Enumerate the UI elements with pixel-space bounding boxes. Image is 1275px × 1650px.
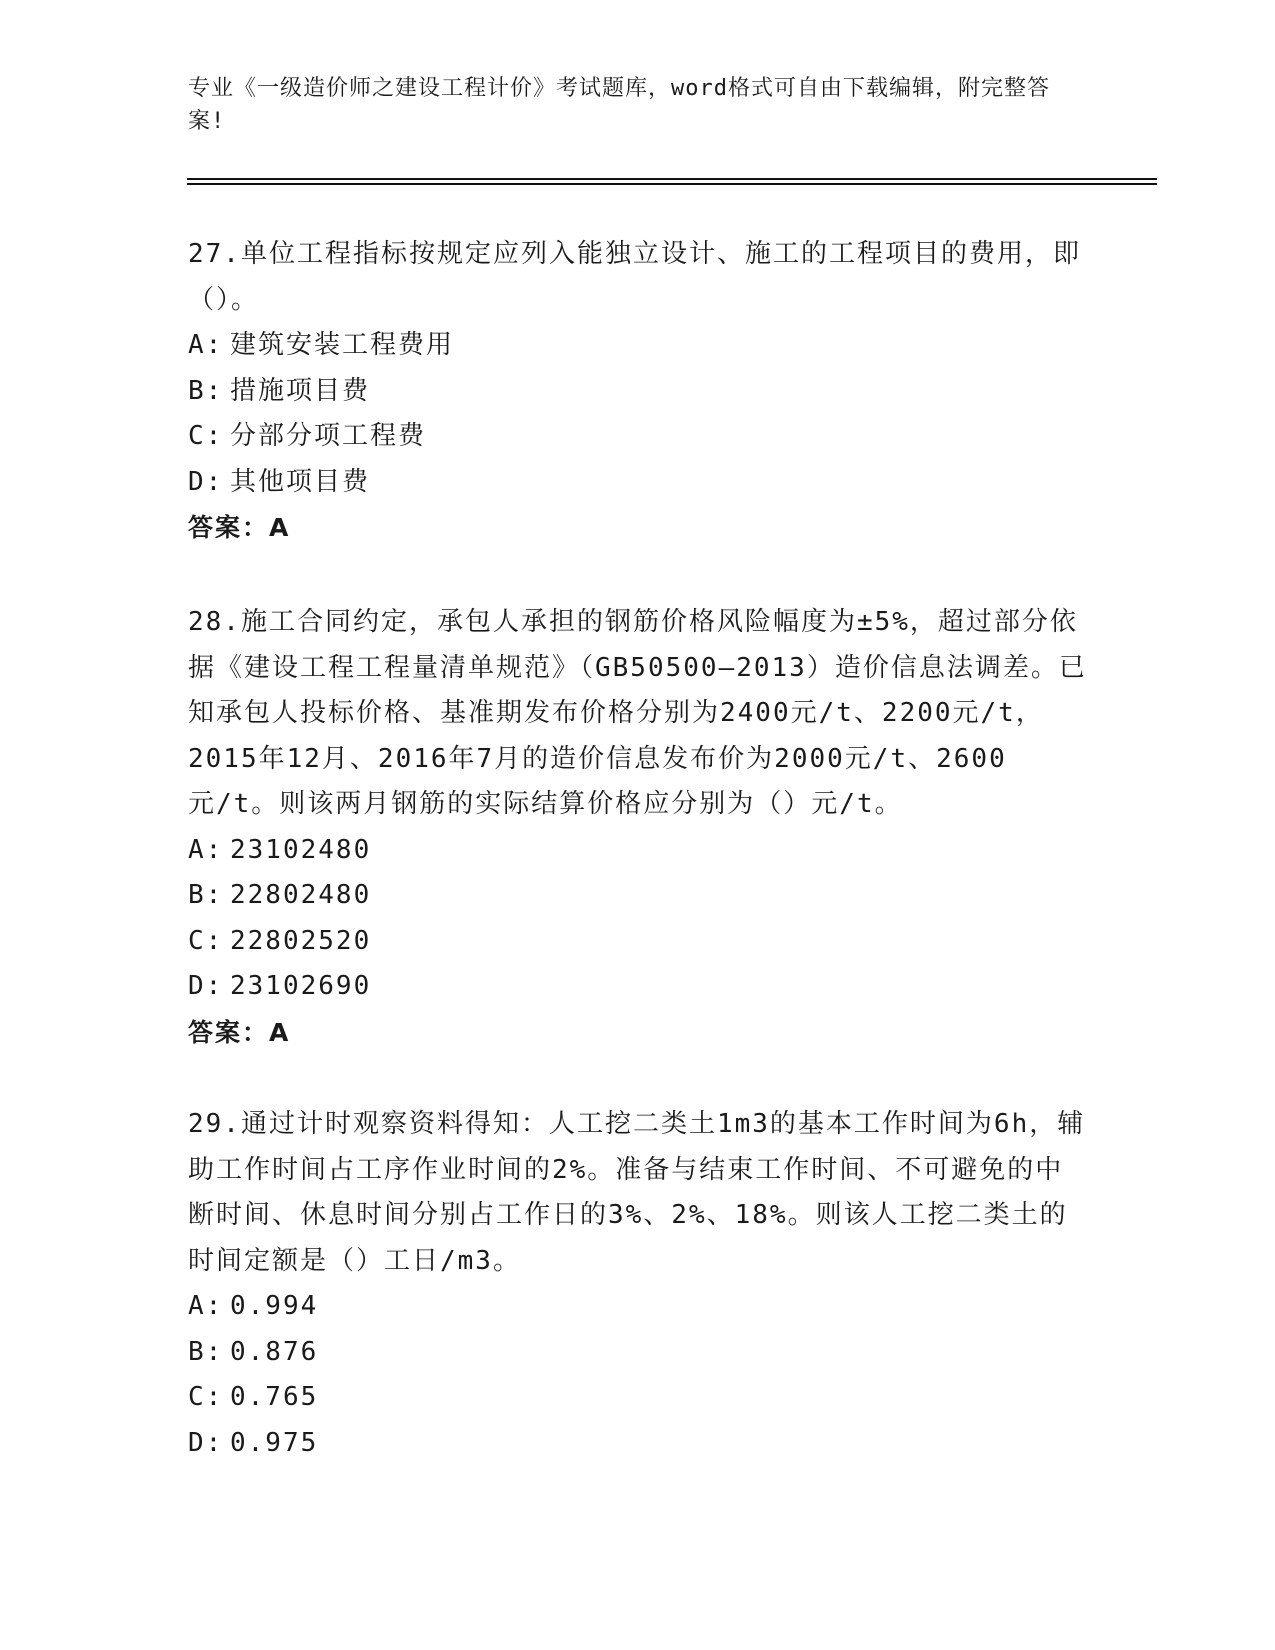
option-key: A: — [188, 834, 224, 865]
question-text: 单位工程指标按规定应列入能独立设计、施工的工程项目的费用，即（）。 — [188, 239, 1081, 315]
option-key: A: — [188, 1291, 224, 1321]
option-text: 0.994 — [230, 1291, 319, 1321]
option-text: 23102480 — [230, 834, 372, 865]
option-key: A: — [188, 330, 224, 360]
option-a — [188, 1284, 1088, 1330]
option-c — [188, 919, 1088, 965]
question-text: 通过计时观察资料得知：人工挖二类土1m3的基本工作时间为6h，辅助工作时间占工序作业时间的2%。准备与结束工作时间、不可避免的中断时间、休息时间分别占工作日的3%、2%、18%。则该人工挖二类土的时间定额是（）工日/m3。 — [188, 1109, 1086, 1276]
option-d — [188, 1421, 1088, 1467]
option-key: D: — [188, 1427, 224, 1458]
option-a — [188, 323, 1088, 369]
option-text: 其他项目费 — [230, 466, 371, 497]
document-header — [188, 72, 1068, 138]
option-key: C: — [188, 1382, 224, 1412]
option-d — [188, 460, 1088, 506]
option-text: 0.765 — [230, 1382, 319, 1412]
option-key: B: — [188, 375, 224, 406]
answer-line: 答案：A — [188, 513, 291, 542]
option-key: B: — [188, 880, 224, 910]
option-a — [188, 828, 1088, 874]
option-text: 0.876 — [230, 1336, 319, 1367]
option-key: D: — [188, 466, 224, 497]
question-text: 施工合同约定，承包人承担的钢筋价格风险幅度为±5%，超过部分依据《建设工程工程量清单规范》（GB50500—2013）造价信息法调差。已知承包人投标价格、基准期发布价格分别为2400元/t、2200元/t，2015年12月、2016年7月的造价信息发布价为2000元/t、2600元/t。则该两月钢筋的实际结算价格应分别为（）元/t。 — [188, 607, 1087, 819]
question-number: 29. — [188, 1109, 241, 1139]
option-c — [188, 414, 1088, 460]
question-number: 28. — [188, 607, 241, 637]
header-text: 专业《一级造价师之建设工程计价》考试题库，word格式可自由下载编辑，附完整答案! — [188, 76, 1050, 134]
option-key: B: — [188, 1336, 224, 1367]
question-27 — [188, 232, 1088, 551]
header-divider-top — [187, 178, 1157, 180]
question-29 — [188, 1102, 1088, 1466]
question-number: 27. — [188, 239, 241, 269]
option-text: 0.975 — [230, 1427, 319, 1458]
question-stem — [188, 1102, 1088, 1284]
question-stem — [188, 232, 1088, 323]
question-28 — [188, 600, 1088, 1055]
question-stem — [188, 600, 1088, 828]
option-text: 分部分项工程费 — [230, 421, 427, 451]
option-text: 22802520 — [230, 925, 372, 956]
header-divider-bottom — [187, 183, 1157, 185]
option-b — [188, 369, 1088, 415]
option-text: 23102690 — [230, 971, 372, 1001]
option-key: D: — [188, 971, 224, 1001]
answer-line: 答案：A — [188, 1017, 291, 1047]
option-d — [188, 964, 1088, 1010]
option-c — [188, 1375, 1088, 1421]
option-text: 建筑安装工程费用 — [230, 330, 455, 360]
option-key: C: — [188, 925, 224, 956]
option-text: 措施项目费 — [230, 375, 371, 406]
option-text: 22802480 — [230, 880, 372, 910]
option-b — [188, 873, 1088, 919]
option-b — [188, 1330, 1088, 1376]
option-key: C: — [188, 421, 224, 451]
